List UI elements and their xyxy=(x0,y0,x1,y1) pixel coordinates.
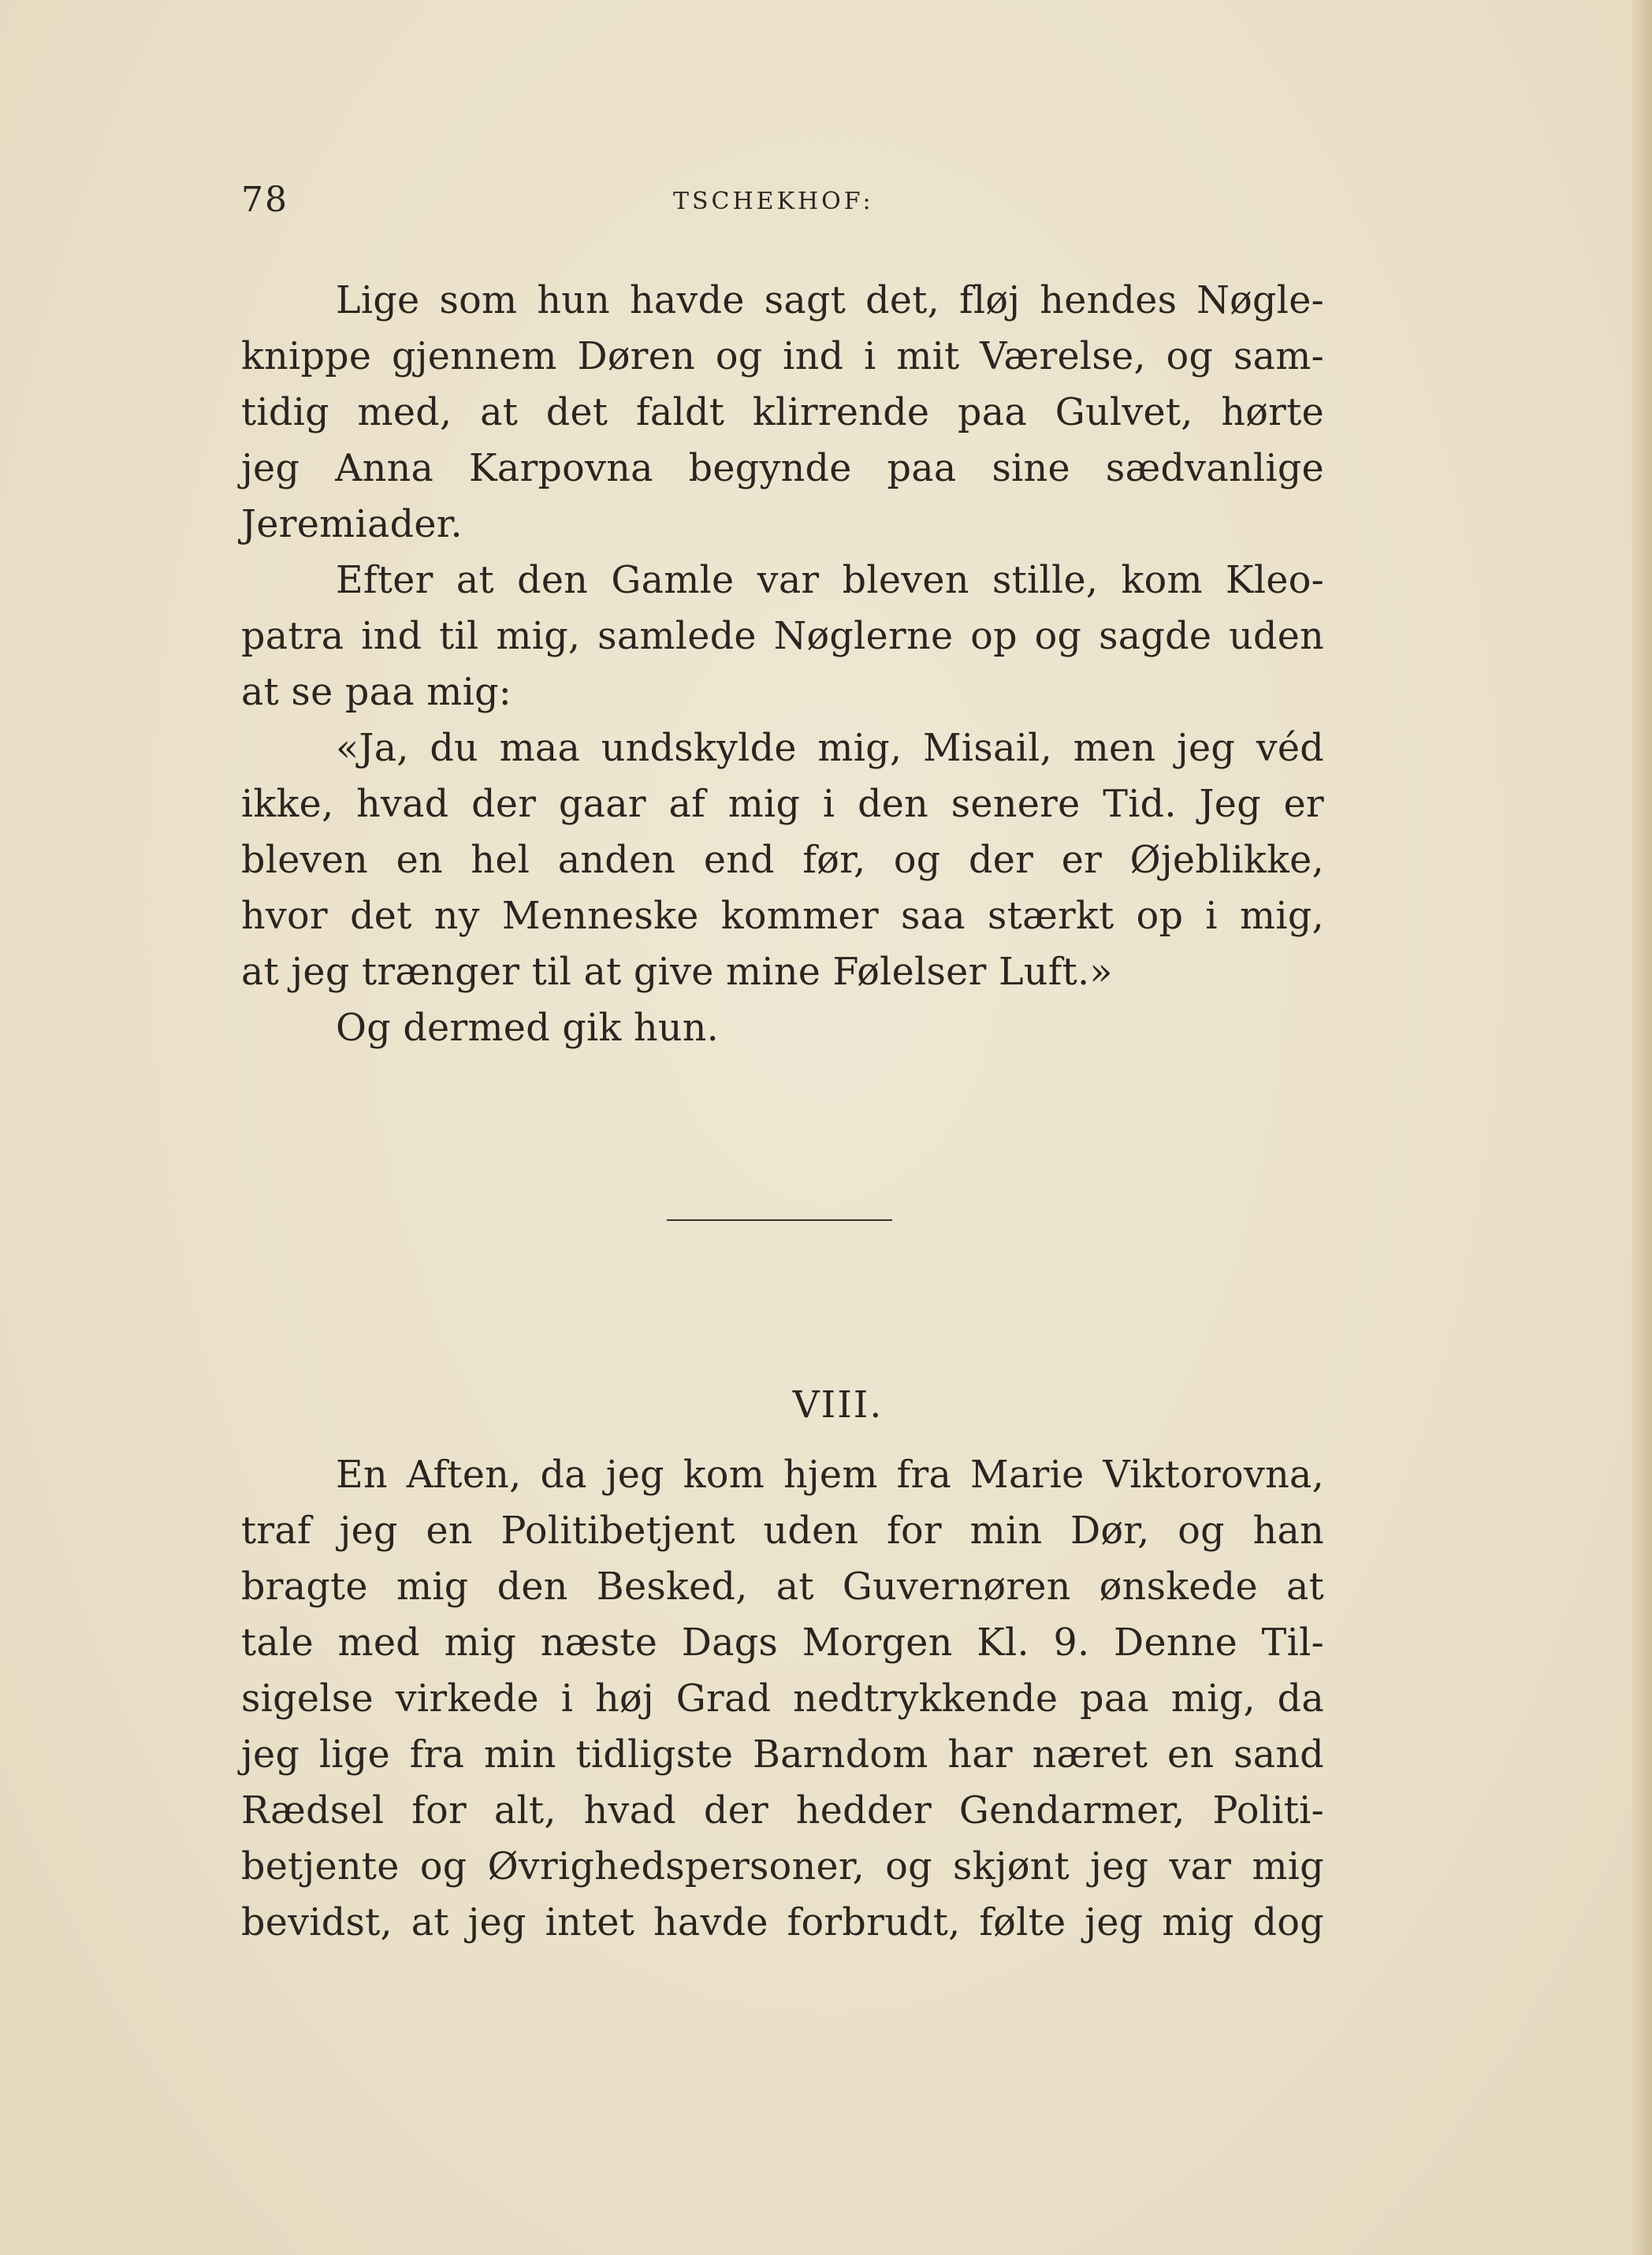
text-line: hvor det ny Menneske kommer saa stærkt op i mig, xyxy=(241,895,1324,938)
text-line: Jeremiader. xyxy=(241,503,463,546)
text-line: jeg Anna Karpovna begynde paa sine sædvanlige xyxy=(241,447,1324,490)
text-line: bevidst, at jeg intet havde forbrudt, følte jeg mig dog xyxy=(241,1901,1324,1944)
text-line: Og dermed gik hun. xyxy=(336,1007,720,1050)
text-block-top xyxy=(241,273,1324,1056)
section-divider xyxy=(667,1219,892,1221)
text-line: betjente og Øvrighedspersoner, og skjønt jeg var mig xyxy=(241,1845,1324,1888)
text-line: at jeg trænger til at give mine Følelser Luft.» xyxy=(241,951,1113,994)
text-block-bottom xyxy=(241,1447,1324,1951)
text-line: En Aften, da jeg kom hjem fra Marie Viktorovna, xyxy=(336,1453,1324,1497)
running-head xyxy=(241,180,1329,235)
text-line: patra ind til mig, samlede Nøglerne op og sagde uden xyxy=(241,615,1324,658)
chapter-heading-text: VIII. xyxy=(792,1383,884,1427)
text-line: jeg lige fra min tidligste Barndom har næret en sand xyxy=(241,1733,1324,1777)
text-line: Rædsel for alt, hvad der hedder Gendarmer, Politi- xyxy=(241,1789,1324,1833)
text-line: bragte mig den Besked, at Guvernøren ønskede at xyxy=(241,1565,1324,1609)
chapter-heading xyxy=(0,1383,1652,1427)
text-line: sigelse virkede i høj Grad nedtrykkende paa mig, da xyxy=(241,1677,1324,1721)
page-edge xyxy=(1632,0,1652,2255)
text-line: tale med mig næste Dags Morgen Kl. 9. Denne Til- xyxy=(241,1621,1324,1665)
page-number: 78 xyxy=(241,180,288,220)
text-line: traf jeg en Politibetjent uden for min Dør, og han xyxy=(241,1509,1324,1553)
text-line: at se paa mig: xyxy=(241,671,512,714)
text-line: ikke, hvad der gaar af mig i den senere Tid. Jeg er xyxy=(241,783,1324,826)
text-line: bleven en hel anden end før, og der er Øjeblikke, xyxy=(241,839,1324,882)
text-line: tidig med, at det faldt klirrende paa Gulvet, hørte xyxy=(241,391,1324,434)
text-line: knippe gjennem Døren og ind i mit Værelse, og sam- xyxy=(241,335,1324,378)
text-line: Lige som hun havde sagt det, fløj hendes Nøgle- xyxy=(336,279,1324,322)
running-title: TSCHEKHOF: xyxy=(673,188,874,215)
text-line: Efter at den Gamle var bleven stille, kom Kleo- xyxy=(336,559,1324,602)
text-line: «Ja, du maa undskylde mig, Misail, men jeg véd xyxy=(336,727,1324,770)
